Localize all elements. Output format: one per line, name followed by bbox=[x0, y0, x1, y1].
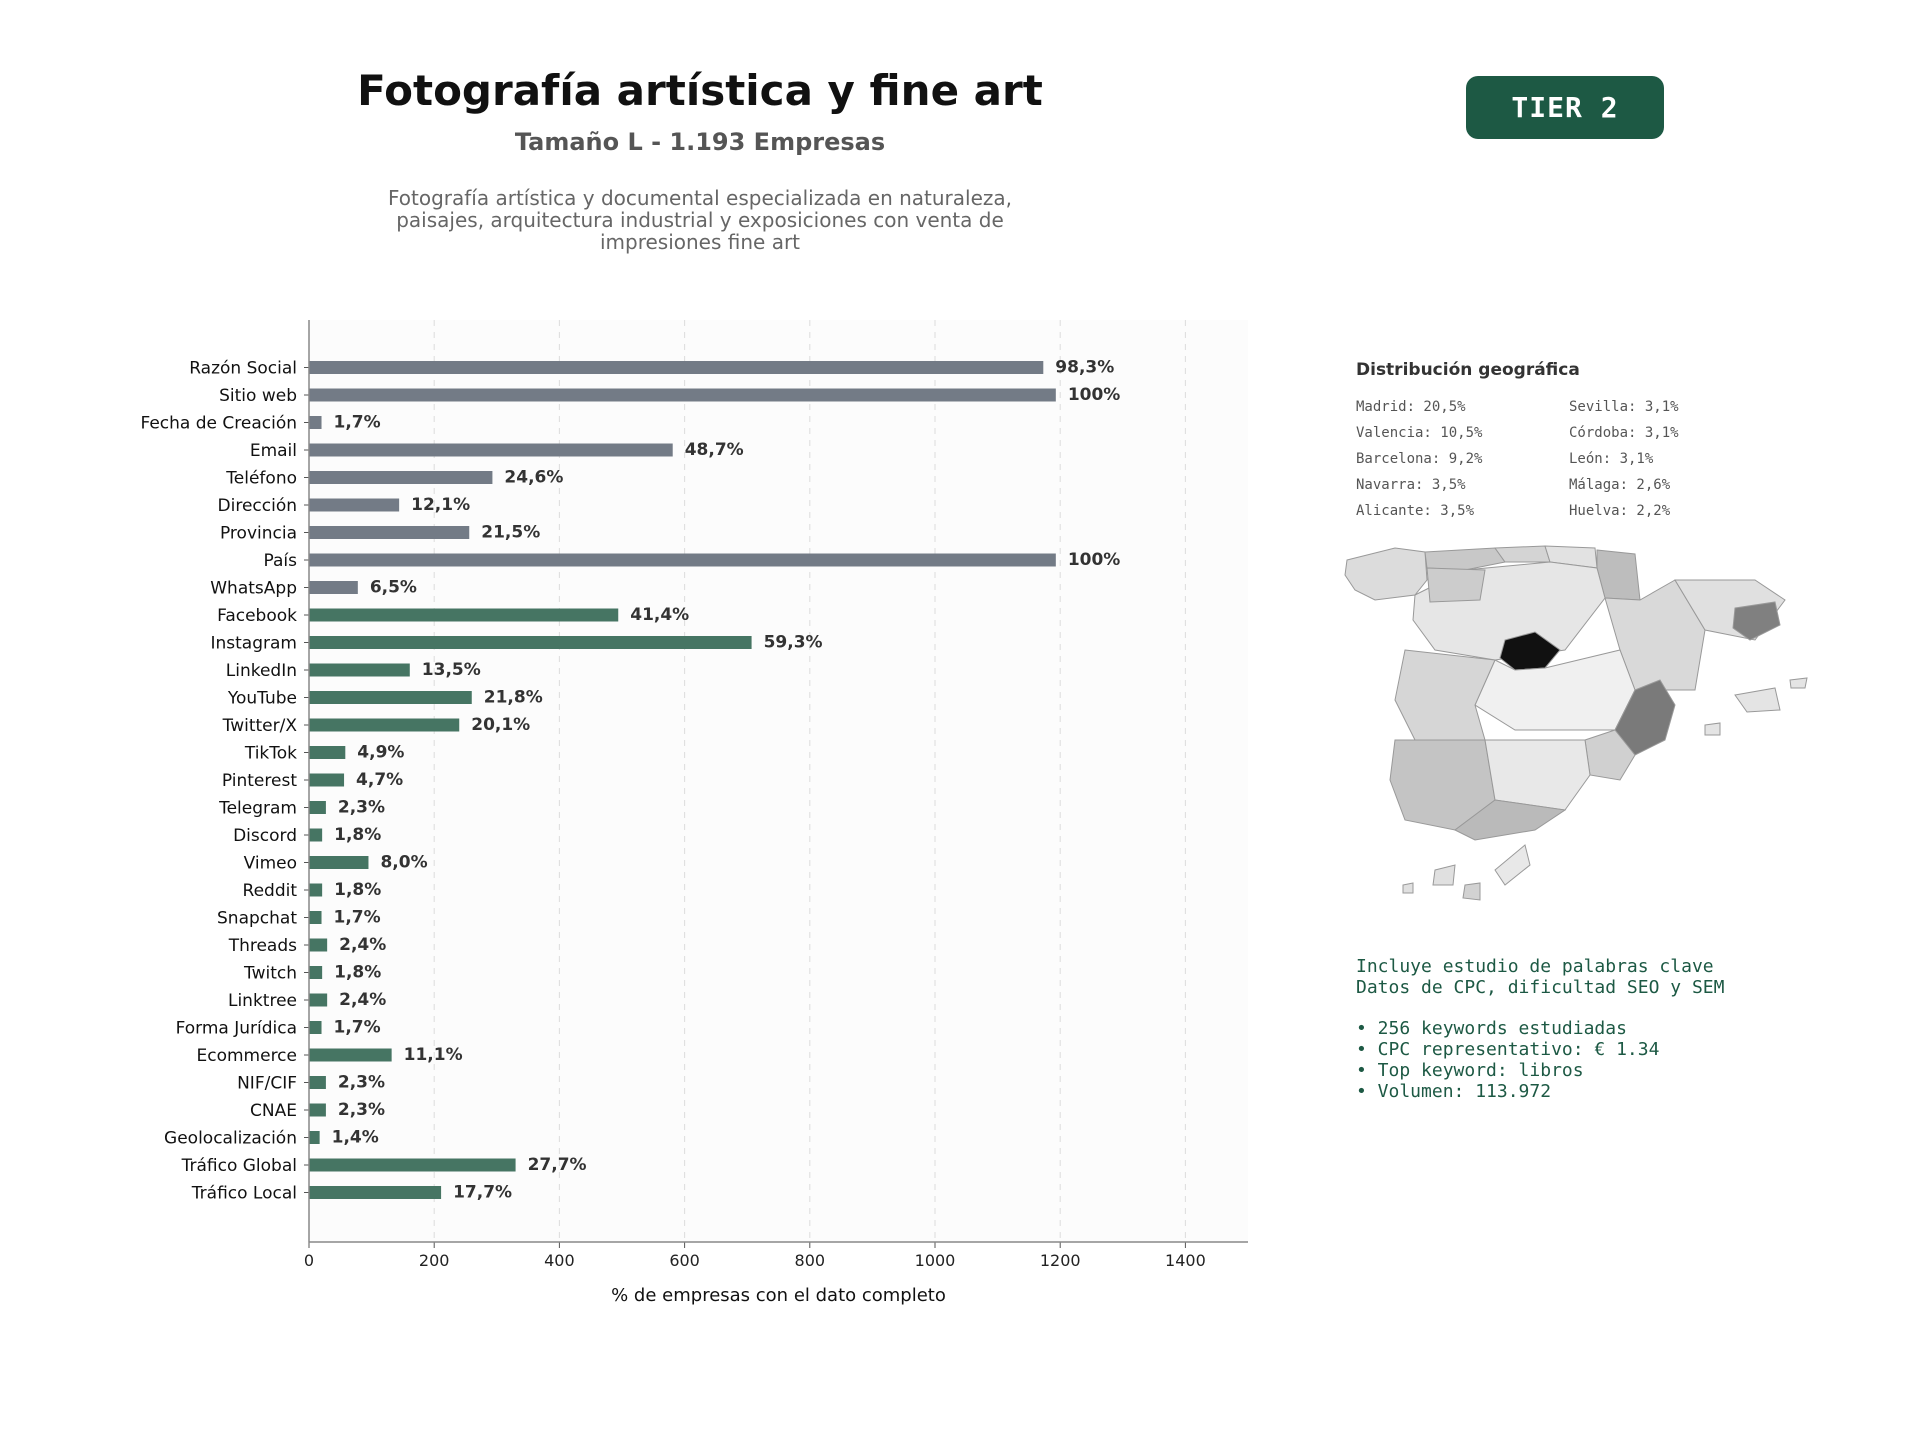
data-label: 12,1% bbox=[411, 495, 471, 515]
x-tick-label: 0 bbox=[303, 1251, 315, 1270]
bar bbox=[309, 1159, 516, 1172]
map-region-andalusia-east bbox=[1485, 740, 1590, 810]
map-regions bbox=[1345, 546, 1807, 900]
bar bbox=[309, 1131, 320, 1144]
y-tick-label: Fecha de Creación bbox=[140, 413, 297, 434]
data-label: 8,0% bbox=[380, 852, 428, 873]
map-region-ibiza bbox=[1705, 723, 1720, 735]
bar bbox=[309, 1049, 392, 1062]
data-label: 1,7% bbox=[333, 907, 381, 928]
bar bbox=[309, 416, 322, 429]
description-line: paisajes, arquitectura industrial y exposiciones con venta de bbox=[396, 208, 1004, 232]
bar bbox=[309, 1186, 441, 1199]
spain-map bbox=[1335, 540, 1845, 910]
bar bbox=[309, 471, 492, 484]
data-label: 98,3% bbox=[1055, 357, 1115, 378]
bar bbox=[309, 829, 322, 842]
keywords-intro-line: Datos de CPC, dificultad SEO y SEM bbox=[1356, 977, 1725, 998]
data-label: 4,9% bbox=[357, 742, 405, 763]
data-label: 13,5% bbox=[421, 660, 481, 680]
bar bbox=[309, 966, 322, 979]
y-tick-label: Vimeo bbox=[243, 853, 297, 874]
tier-badge: TIER 2 bbox=[1466, 76, 1664, 139]
bar bbox=[309, 856, 368, 869]
y-tick-label: Tráfico Global bbox=[181, 1156, 297, 1176]
geo-item: Málaga: 2,6% bbox=[1569, 477, 1671, 493]
y-tick-label: TikTok bbox=[244, 743, 297, 764]
y-tick-label: Provincia bbox=[219, 523, 297, 544]
bar bbox=[309, 939, 327, 952]
y-tick-label: Telegram bbox=[219, 798, 297, 819]
bar bbox=[309, 554, 1056, 567]
y-tick-label: Geolocalización bbox=[164, 1128, 297, 1149]
bar bbox=[309, 691, 472, 704]
data-label: 20,1% bbox=[471, 715, 531, 735]
x-axis-label: % de empresas con el dato completo bbox=[611, 1285, 946, 1306]
geo-item: León: 3,1% bbox=[1569, 451, 1654, 467]
page-subtitle: Tamaño L - 1.193 Empresas bbox=[514, 128, 886, 156]
x-tick-label: 600 bbox=[669, 1251, 700, 1270]
data-label: 100% bbox=[1067, 550, 1121, 570]
keywords-bullet: • CPC representativo: € 1.34 bbox=[1356, 1039, 1660, 1060]
map-region-cantabria bbox=[1495, 546, 1550, 562]
y-tick-label: Sitio web bbox=[219, 386, 297, 406]
map-region-galicia bbox=[1345, 548, 1427, 600]
y-tick-label: Teléfono bbox=[226, 468, 297, 489]
map-region-canary-2 bbox=[1463, 883, 1480, 900]
data-label: 21,5% bbox=[481, 522, 541, 543]
geo-item: Madrid: 20,5% bbox=[1356, 399, 1466, 415]
data-label: 6,5% bbox=[369, 577, 417, 598]
y-tick-label: Email bbox=[249, 441, 297, 461]
bar bbox=[309, 1104, 326, 1117]
bar bbox=[309, 361, 1043, 374]
map-region-asturias bbox=[1425, 548, 1505, 570]
data-label: 27,7% bbox=[527, 1155, 587, 1175]
y-tick-label: Twitch bbox=[244, 963, 297, 984]
keywords-bullet: • Top keyword: libros bbox=[1356, 1060, 1584, 1081]
y-tick-label: Snapchat bbox=[217, 908, 297, 929]
bar bbox=[309, 1021, 322, 1034]
keywords-intro-line: Incluye estudio de palabras clave bbox=[1356, 956, 1714, 977]
geo-item: Sevilla: 3,1% bbox=[1569, 399, 1679, 415]
y-tick-label: CNAE bbox=[250, 1101, 297, 1121]
bar bbox=[309, 636, 752, 649]
geo-item: Córdoba: 3,1% bbox=[1569, 425, 1679, 441]
geo-distribution-list bbox=[1356, 398, 1729, 521]
keywords-bullet: • Volumen: 113.972 bbox=[1356, 1081, 1552, 1102]
map-region-menorca bbox=[1790, 678, 1807, 688]
geo-item: Huelva: 2,2% bbox=[1569, 503, 1671, 519]
x-tick-label: 1400 bbox=[1165, 1251, 1206, 1270]
data-label: 41,4% bbox=[630, 605, 690, 625]
data-label: 2,4% bbox=[339, 935, 387, 955]
data-label: 2,4% bbox=[339, 990, 387, 1010]
y-tick-label: Ecommerce bbox=[196, 1046, 297, 1066]
bar bbox=[309, 444, 673, 457]
x-tick-label: 200 bbox=[418, 1251, 450, 1270]
y-tick-label: Dirección bbox=[217, 496, 297, 516]
y-tick-label: Instagram bbox=[210, 633, 297, 654]
bar bbox=[309, 609, 618, 622]
data-label: 100% bbox=[1067, 385, 1121, 405]
data-label: 1,7% bbox=[333, 1017, 381, 1038]
map-region-canary-4 bbox=[1403, 883, 1413, 893]
description-line: Fotografía artística y documental especializada en naturaleza, bbox=[387, 186, 1012, 210]
x-tick-label: 400 bbox=[544, 1251, 575, 1270]
data-label: 4,7% bbox=[356, 770, 404, 790]
geo-item: Alicante: 3,5% bbox=[1356, 503, 1475, 519]
y-tick-label: Twitter/X bbox=[222, 716, 297, 736]
keywords-block bbox=[1356, 956, 1724, 1102]
y-tick-label: YouTube bbox=[227, 688, 297, 709]
data-label: 2,3% bbox=[337, 797, 386, 818]
map-region-canary-3 bbox=[1495, 845, 1530, 885]
map-region-castilla-la-mancha bbox=[1475, 650, 1635, 730]
data-label: 1,8% bbox=[334, 962, 382, 983]
data-label: 21,8% bbox=[483, 687, 543, 708]
data-label: 59,3% bbox=[763, 632, 823, 653]
bar bbox=[309, 994, 327, 1007]
bar bbox=[309, 801, 326, 814]
data-label: 1,7% bbox=[333, 412, 381, 433]
bar bbox=[309, 499, 399, 512]
x-tick-label: 1200 bbox=[1039, 1251, 1081, 1270]
map-region-canary-1 bbox=[1433, 865, 1455, 885]
data-label: 24,6% bbox=[504, 467, 564, 488]
y-tick-label: NIF/CIF bbox=[237, 1073, 297, 1094]
data-label: 2,3% bbox=[337, 1100, 386, 1120]
y-tick-label: País bbox=[263, 551, 297, 571]
bar bbox=[309, 884, 322, 897]
y-tick-label: Threads bbox=[228, 936, 297, 956]
bar bbox=[309, 389, 1056, 402]
y-tick-label: Facebook bbox=[217, 606, 297, 626]
bar bbox=[309, 664, 410, 677]
geo-item: Valencia: 10,5% bbox=[1356, 425, 1483, 441]
bar bbox=[309, 746, 345, 759]
y-tick-label: Razón Social bbox=[189, 358, 297, 379]
y-tick-label: Forma Jurídica bbox=[175, 1018, 297, 1039]
x-tick-label: 1000 bbox=[914, 1251, 956, 1270]
bar bbox=[309, 1076, 326, 1089]
y-tick-label: Reddit bbox=[242, 881, 297, 901]
page-title: Fotografía artística y fine art bbox=[357, 66, 1043, 115]
y-tick-label: Linktree bbox=[227, 991, 297, 1011]
keywords-bullet: • 256 keywords estudiadas bbox=[1356, 1018, 1627, 1039]
data-label: 11,1% bbox=[403, 1045, 463, 1065]
y-tick-label: LinkedIn bbox=[225, 661, 297, 681]
map-region-leon bbox=[1427, 568, 1485, 602]
x-tick-label: 800 bbox=[794, 1251, 826, 1270]
data-label: 17,7% bbox=[453, 1182, 513, 1203]
geo-item: Barcelona: 9,2% bbox=[1356, 451, 1483, 467]
geo-item: Navarra: 3,5% bbox=[1356, 477, 1466, 493]
description-line: impresiones fine art bbox=[599, 230, 801, 254]
y-tick-label: Tráfico Local bbox=[191, 1183, 297, 1204]
bar bbox=[309, 581, 358, 594]
y-tick-label: Pinterest bbox=[221, 771, 297, 791]
bar bbox=[309, 719, 459, 732]
data-label: 2,3% bbox=[337, 1072, 386, 1093]
map-region-balearic bbox=[1735, 688, 1780, 712]
y-tick-label: WhatsApp bbox=[210, 578, 297, 599]
geo-title: Distribución geográfica bbox=[1356, 360, 1580, 380]
data-label: 1,4% bbox=[331, 1127, 379, 1148]
bar bbox=[309, 774, 344, 787]
data-label: 1,8% bbox=[334, 880, 382, 900]
bar bbox=[309, 526, 469, 539]
plot-area bbox=[309, 320, 1248, 1242]
data-label: 1,8% bbox=[334, 825, 382, 845]
y-tick-label: Discord bbox=[233, 826, 297, 846]
data-label: 48,7% bbox=[684, 440, 744, 460]
bar bbox=[309, 911, 322, 924]
